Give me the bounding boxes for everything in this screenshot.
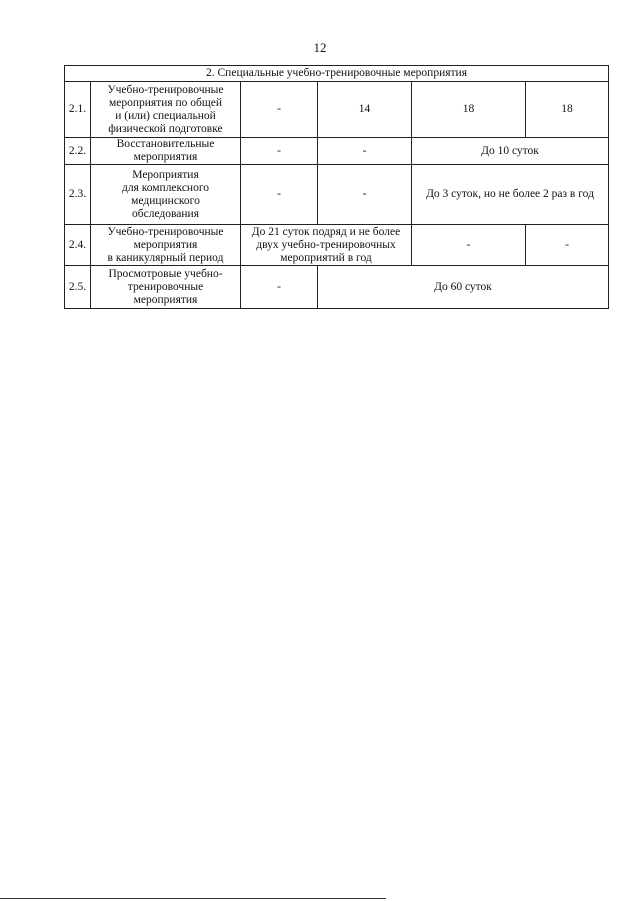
table-row (65, 138, 609, 165)
section-title: 2. Специальные учебно-тренировочные мероприятия (65, 66, 609, 82)
cell-value-merged: До 10 суток (412, 138, 609, 165)
row-number: 2.4. (65, 225, 91, 266)
event-name: Просмотровые учебно- тренировочные мероприятия (91, 266, 241, 309)
table-row (65, 225, 609, 266)
table-row (65, 266, 609, 309)
cell-value: 14 (318, 82, 412, 138)
cell-value: - (318, 165, 412, 225)
cell-value: - (241, 165, 318, 225)
event-name: Учебно-тренировочные мероприятия по общей и (или) специальной физической подготовке (91, 82, 241, 138)
cell-value: - (412, 225, 526, 266)
section-header-row (65, 66, 609, 82)
row-number: 2.2. (65, 138, 91, 165)
row-number: 2.5. (65, 266, 91, 309)
cell-value: - (318, 138, 412, 165)
row-number: 2.1. (65, 82, 91, 138)
event-name: Восстановительные мероприятия (91, 138, 241, 165)
cell-value: - (241, 266, 318, 309)
cell-value-merged: До 60 суток (318, 266, 609, 309)
cell-value: - (526, 225, 609, 266)
table-row (65, 165, 609, 225)
event-name: Учебно-тренировочные мероприятия в каникулярный период (91, 225, 241, 266)
cell-value-merged: До 21 суток подряд и не более двух учебно-тренировочных мероприятий в год (241, 225, 412, 266)
table-row (65, 82, 609, 138)
cell-value: - (241, 138, 318, 165)
page-bottom-rule (0, 898, 386, 899)
row-number: 2.3. (65, 165, 91, 225)
cell-value: 18 (412, 82, 526, 138)
event-name: Мероприятия для комплексного медицинского обследования (91, 165, 241, 225)
cell-value-merged: До 3 суток, но не более 2 раз в год (412, 165, 609, 225)
page-number: 12 (313, 40, 327, 55)
cell-value: - (241, 82, 318, 138)
cell-value: 18 (526, 82, 609, 138)
training-schedule-table (64, 65, 609, 309)
